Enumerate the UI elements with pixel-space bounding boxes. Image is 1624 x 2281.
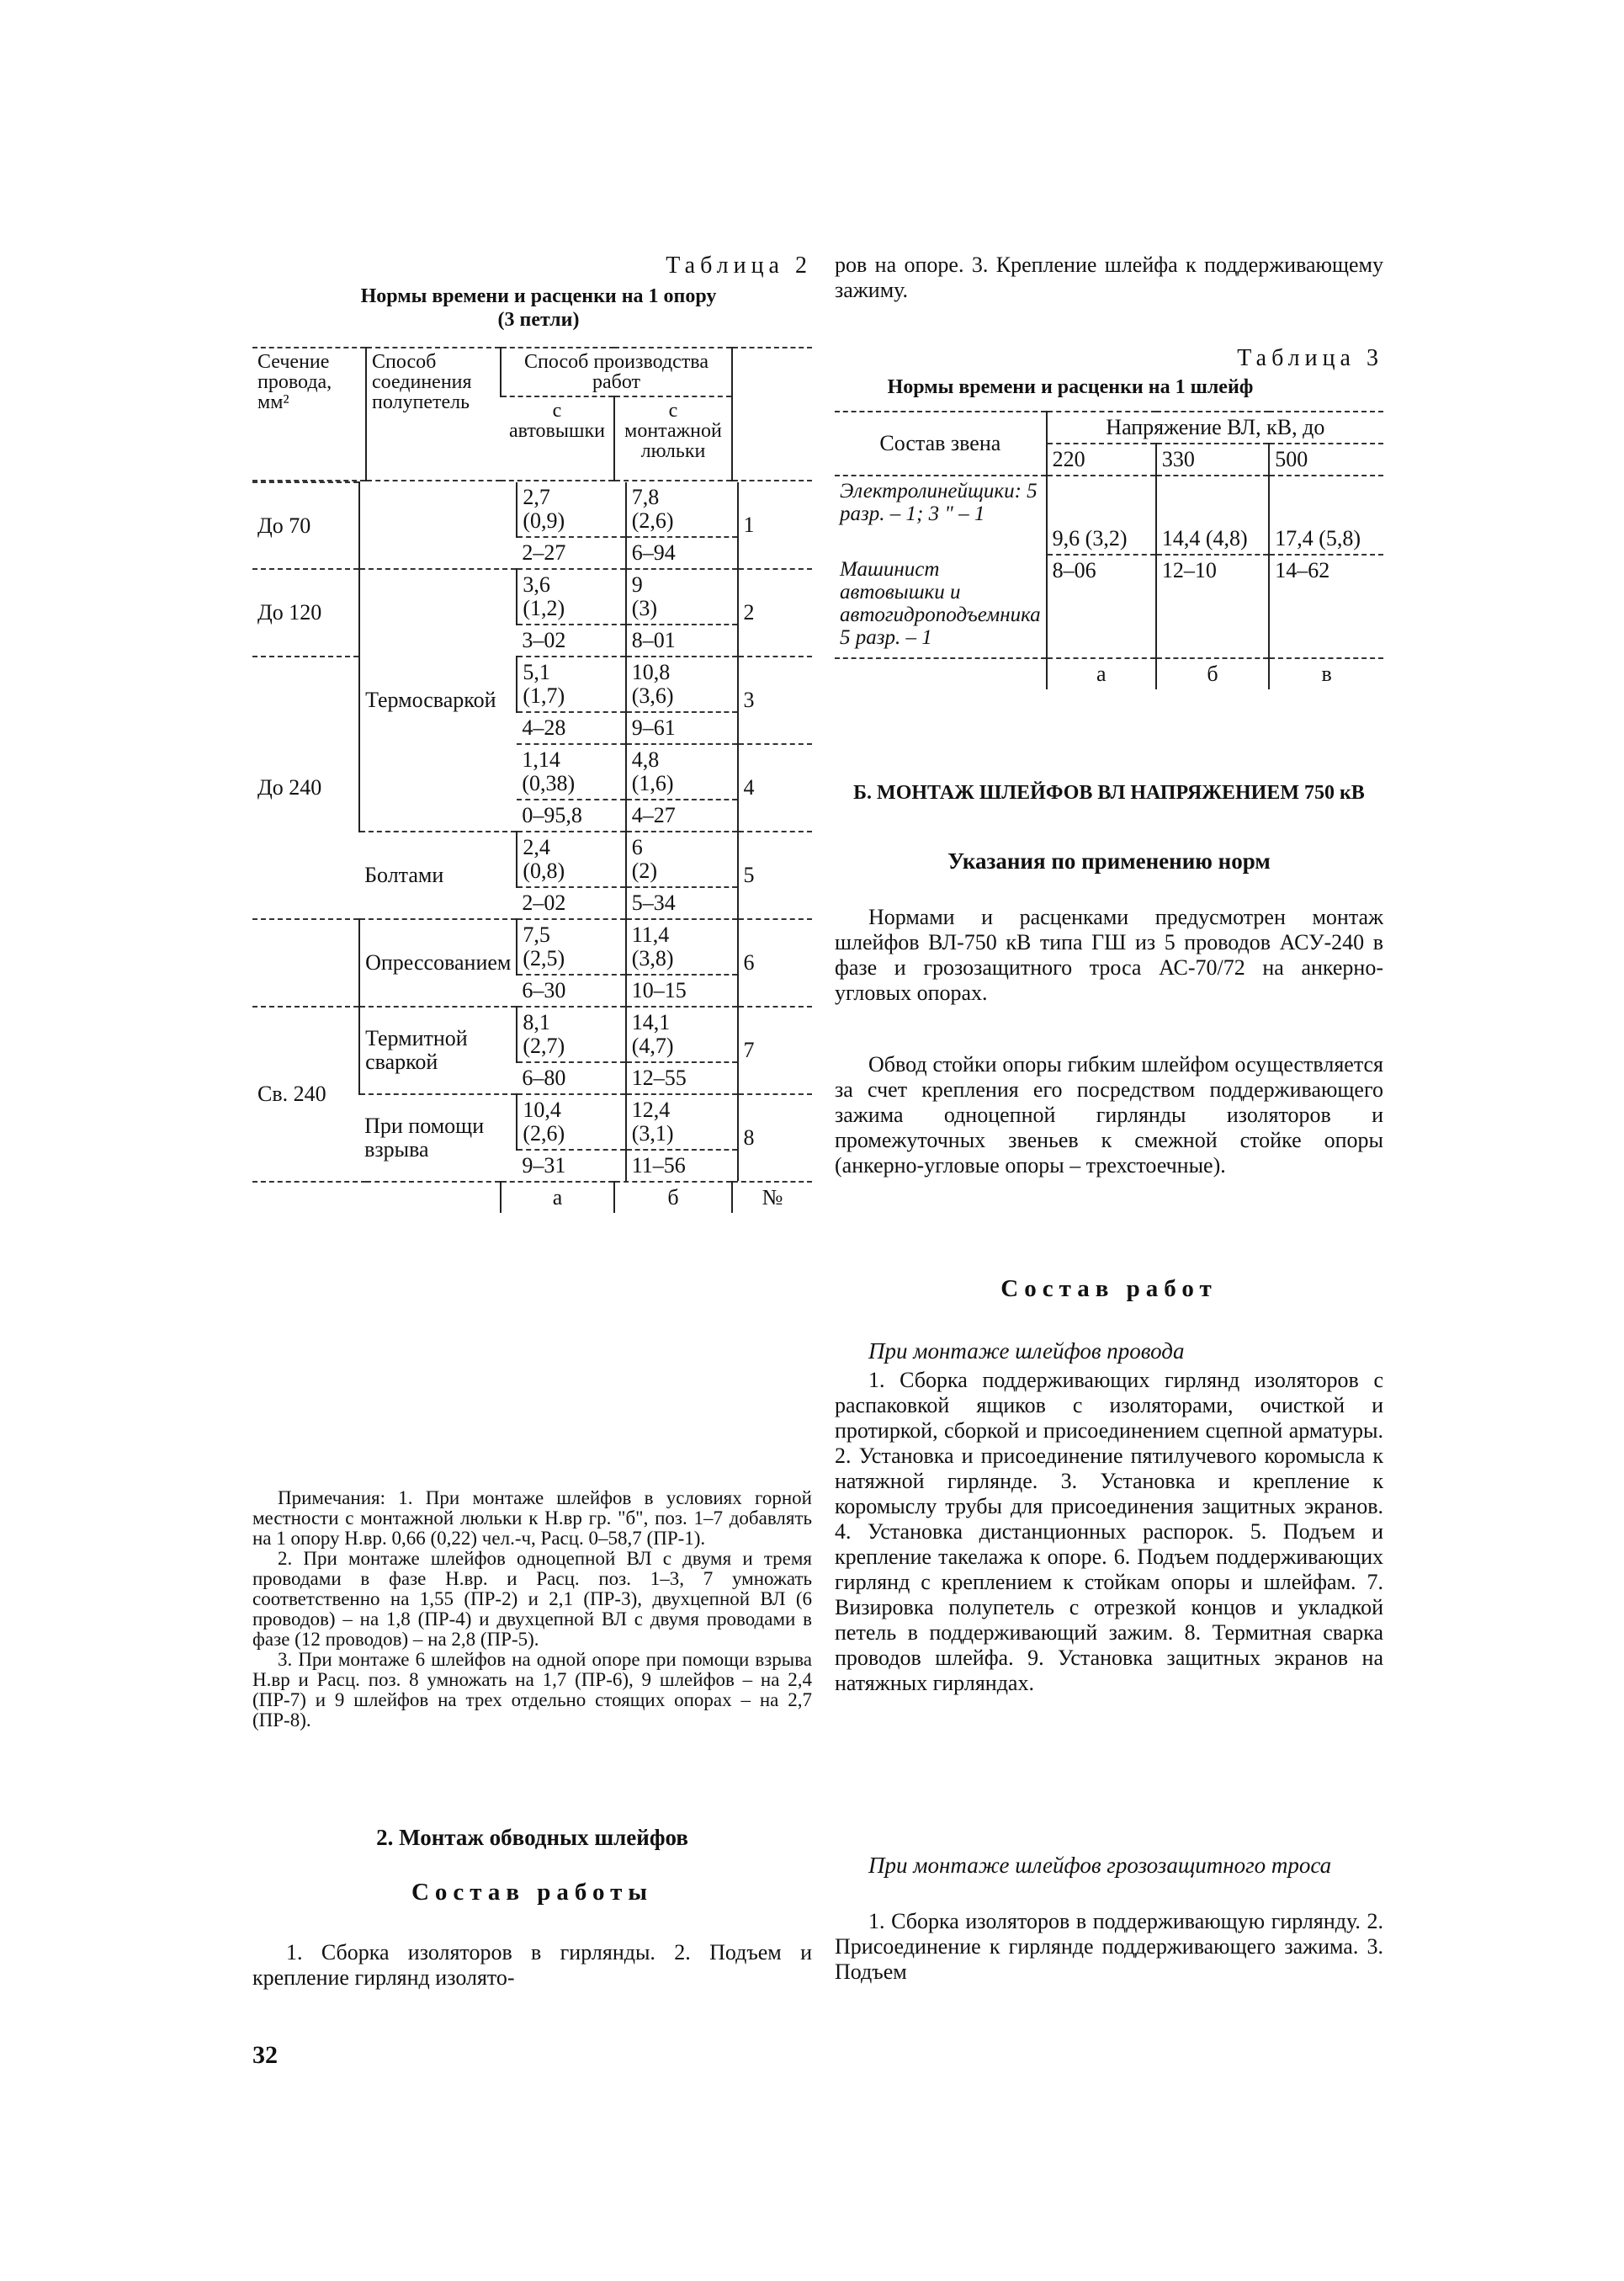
sectionB-subheading: Указания по применению норм [947,848,1271,874]
table2-auto-time: 10,4 (2,6) [517,1094,625,1150]
table2-cradle-time: 9 (3) [626,569,738,625]
table2-method-cell: Термосваркой [359,569,517,832]
table2-row [252,1007,812,1062]
header-production: Способ производства работ [501,348,732,396]
t3-voltage-500: 500 [1269,444,1383,476]
section2-heading: 2. Монтаж обводных шлейфов [376,1825,688,1850]
table2-title-line2: (3 петли) [497,309,580,331]
table2-method-cell: Термитной сваркой [359,1007,517,1094]
table2-cradle-price: 8–01 [626,625,738,657]
t3-voltage-330: 330 [1156,444,1269,476]
table3-title: Нормы времени и расценки на 1 шлейф [887,376,1254,398]
table2-row [252,919,812,975]
table2-footer-num: № [732,1182,812,1213]
table2-row-number: 8 [738,1094,812,1181]
table2 [252,347,812,1213]
table2-auto-time: 8,1 (2,7) [517,1007,625,1062]
table2-section-cell: Св. 240 [252,1007,359,1181]
sectionB-p4: 1. Сборка изоляторов в поддерживающую гирлянду. 2. Присоединение к гирлянде поддерживающего зажима. 3. Подъем [835,1909,1383,1984]
table2-row-number: 2 [738,569,812,657]
table2-row-number: 3 [738,657,812,744]
t3-r1-500: 17,4 (5,8) [1269,476,1383,555]
table2-cradle-time: 11,4 (3,8) [626,919,738,975]
table2-title-line1: Нормы времени и расценки на 1 опору [360,285,717,307]
table2-row-number: 1 [738,482,812,569]
t3-head-crew: Состав звена [835,412,1047,476]
header-auto: с автовышки [501,396,614,481]
table2-auto-time: 5,1 (1,7) [517,657,625,712]
table3-grid [835,411,1383,689]
table2-cradle-time: 10,8 (3,6) [626,657,738,712]
table2-cradle-price: 11–56 [626,1150,738,1181]
table2-auto-price: 3–02 [517,625,625,657]
sectionB-p3: 1. Сборка поддерживающих гирлянд изоляторов с распаковкой ящиков с изоляторами, очисткой и протиркой, сборкой и присоединением сцепной арматуры. 2. Установка и присоединение пятилучевого коромысла к натяжной гирлянде. 3. Установка и крепление к коромыслу трубы для присоединения защитных экранов. 4. Установка дистанционных распорок. 5. Подъем и крепление такелажа к опоре. 6. Подъем поддерживающих гирлянд с креплением к стойкам опоры и шлейфам. 7. Визировка полупетель с отрезкой концов и укладкой петель в поддерживающий зажим. 8. Термитная сварка проводов шлейфа. 9. Установка защитных экранов на натяжных гирляндах. [835,1368,1383,1695]
table2-cradle-time: 12,4 (3,1) [626,1094,738,1150]
sectionB-heading: Б. МОНТАЖ ШЛЕЙФОВ ВЛ НАПРЯЖЕНИЕМ 750 кВ [853,782,1365,804]
sectionB-sub2: При монтаже шлейфов грозозащитного троса [868,1853,1332,1878]
table2-row [252,482,812,537]
table2-cradle-time: 4,8 (1,6) [626,744,738,800]
table2-cradle-time: 7,8 (2,6) [626,482,738,537]
t3-r2-330: 12–10 [1156,555,1269,658]
note-3: 3. При монтаже 6 шлейфов на одной опоре при помощи взрыва Н.вр и Расц. поз. 8 умножать на 1,7 (ПР-6), 9 шлейфов – на 2,4 (ПР-7) и 9 шлейфов на трех отдельно стоящих опорах – на 2,7 (ПР-8). [252,1649,812,1731]
table2-cradle-price: 6–94 [626,537,738,569]
table2-method-cell [359,482,517,569]
sectionB-p2: Обвод стойки опоры гибким шлейфом осуществляется за счет крепления его посредством поддерживающего зажима одноцепной гирлянды изоляторов и промежуточных звеньев к смежной стойке опоры (анкерно-угловые опоры – трехстоечные). [835,1052,1383,1178]
header-method: Способ соединения полупетель [366,348,501,481]
table2-header-row [252,348,812,396]
sectionB-p1: Нормами и расценками предусмотрен монтаж шлейфов ВЛ-750 кВ типа ГШ из 5 проводов АСУ-240 в фазе и грозозащитного троса АС-70/72 на анкерно-угловых опорах. [835,905,1383,1005]
right-top-text: ров на опоре. 3. Крепление шлейфа к поддерживающему зажиму. [835,253,1383,302]
table2-auto-time: 1,14 (0,38) [517,744,625,800]
t3-crew1: Электролинейщики: 5 разр. – 1; 3 " – 1 [840,480,1038,525]
table2-grid [252,347,812,481]
t3-footer-v: в [1269,658,1383,689]
sectionB-sub1: При монтаже шлейфов провода [868,1338,1185,1364]
table2-section-cell [252,919,359,1007]
note-1: Примечания: 1. При монтаже шлейфов в условиях горной местности с монтажной люльки к Н.вр гр. "б", поз. 1–7 добавлять на 1 опору Н.вр. 0,66 (0,22) чел.-ч, Расц. 0–58,7 (ПР-1). [252,1487,812,1549]
table2-method-cell: Опрессованием [359,919,517,1007]
table2-cradle-price: 9–61 [626,712,738,744]
table2-auto-time: 2,4 (0,8) [517,832,625,887]
section2-text: 1. Сборка изоляторов в гирлянды. 2. Подъем и крепление гирлянд изолято- [252,1940,812,1990]
table2-cradle-price: 10–15 [626,975,738,1007]
t3-footer-a: а [1047,658,1156,689]
table2-cradle-price: 4–27 [626,800,738,832]
table2-auto-price: 6–30 [517,975,625,1007]
t3-r1-330: 14,4 (4,8) [1156,476,1269,555]
table2-footer-b: б [614,1182,732,1213]
table2-cradle-time: 14,1 (4,7) [626,1007,738,1062]
t3-crew2: Машинист автовышки и автогидроподъемника 5 разр. – 1 [840,558,1041,649]
sectionB-sostav: Состав работ [1000,1275,1218,1302]
table2-body [252,481,812,1181]
table2-auto-time: 2,7 (0,9) [517,482,625,537]
t3-footer-b: б [1156,658,1269,689]
table2-auto-price: 6–80 [517,1062,625,1094]
table2-footer-a: а [501,1182,614,1213]
t3-r2-220: 8–06 [1047,555,1156,658]
table2-cradle-price: 12–55 [626,1062,738,1094]
header-cradle: с монтажной люльки [614,396,732,481]
table2-title [303,284,774,332]
notes [252,1488,812,1731]
table2-row [252,569,812,625]
table2-auto-price: 0–95,8 [517,800,625,832]
table2-row-number: 7 [738,1007,812,1094]
table2-footer [252,1181,812,1213]
table2-row-number: 6 [738,919,812,1007]
table2-auto-price: 2–27 [517,537,625,569]
table2-auto-price: 2–02 [517,887,625,919]
table2-row-number: 4 [738,744,812,832]
t3-voltage-220: 220 [1047,444,1156,476]
t3-head-voltage: Напряжение ВЛ, кВ, до [1047,412,1383,444]
header-section: Сечение провода, мм² [252,348,366,481]
table2-auto-price: 9–31 [517,1150,625,1181]
header-blank [732,348,812,481]
table2-section-cell: До 120 [252,569,359,657]
table2-section-cell: До 240 [252,657,359,919]
table2-row [252,657,812,712]
table2-caption: Таблица 2 [666,253,812,279]
t3-r2-500: 14–62 [1269,555,1383,658]
section2-sostav: Состав работы [411,1879,654,1906]
table3-caption: Таблица 3 [1237,345,1383,371]
table3 [835,411,1383,689]
table2-auto-price: 4–28 [517,712,625,744]
table2-method-cell: При помощи взрыва [359,1094,517,1181]
note-2: 2. При монтаже шлейфов одноцепной ВЛ с двумя и тремя проводами в фазе Н.вр. и Расц. поз. 1–3, 7 умножать соответственно на 1,55 (ПР-2) и 2,1 (ПР-3), двухцепной ВЛ (6 проводов) – на 1,8 (ПР-4) и двухцепной ВЛ с двумя проводами в фазе (12 проводов) – на 2,8 (ПР-5). [252,1548,812,1650]
table2-auto-time: 7,5 (2,5) [517,919,625,975]
t3-r1-220: 9,6 (3,2) [1047,476,1156,555]
table2-cradle-price: 5–34 [626,887,738,919]
table2-method-cell: Болтами [359,832,517,919]
table2-cradle-time: 6 (2) [626,832,738,887]
table2-row-number: 5 [738,832,812,919]
table2-section-cell: До 70 [252,482,359,569]
table2-auto-time: 3,6 (1,2) [517,569,625,625]
page-number: 32 [252,2041,278,2069]
